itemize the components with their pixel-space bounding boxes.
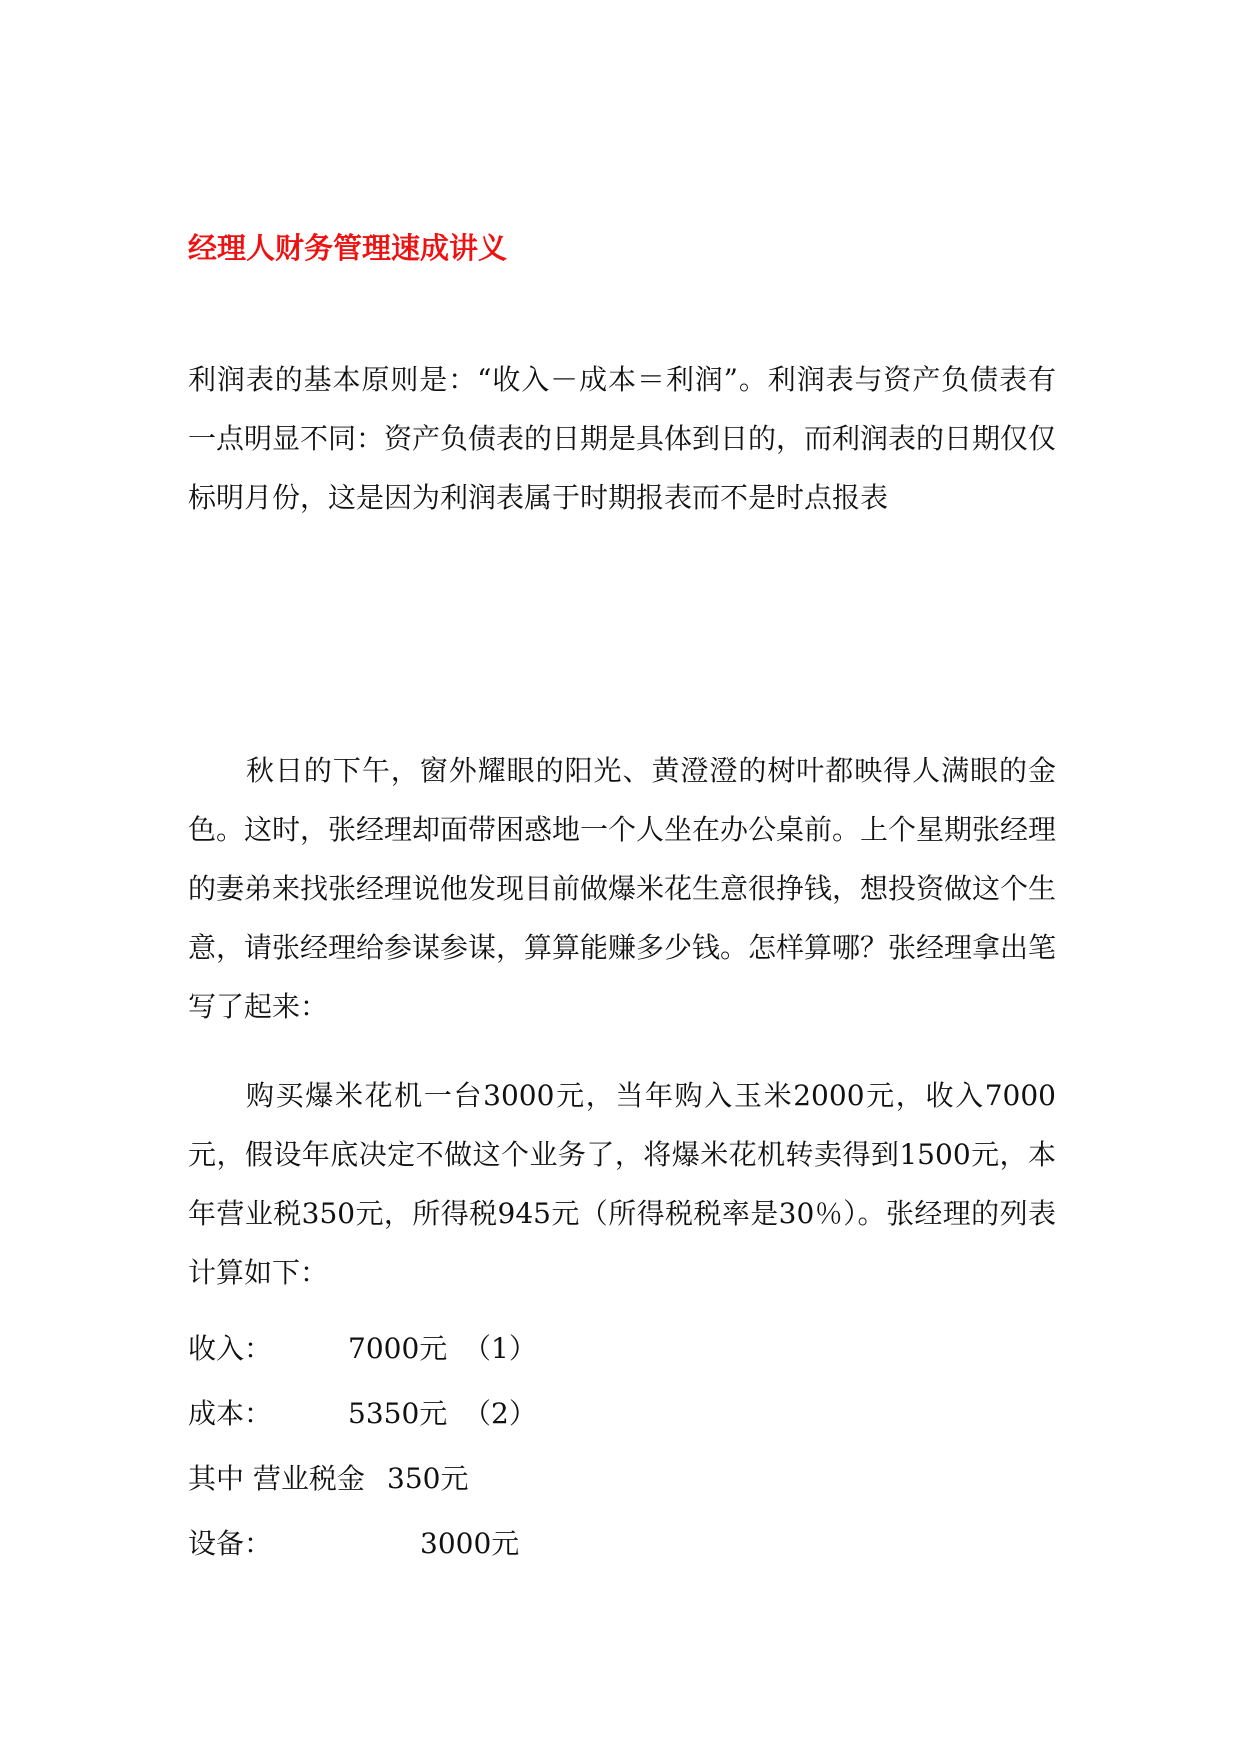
- income-value: 7000元: [348, 1332, 448, 1365]
- income-note: （1）: [463, 1332, 537, 1365]
- cost-note: （2）: [463, 1397, 537, 1430]
- business-tax-label: 其中 营业税金: [188, 1462, 365, 1495]
- income-label: 收入：: [188, 1332, 273, 1365]
- equipment-label: 设备：: [188, 1527, 273, 1560]
- paragraph-example: 购买爆米花机一台3000元，当年购入玉米2000元，收入7000元，假设年底决定不做这个业务了，将爆米花机转卖得到1500元，本年营业税350元，所得税945元（所得税税率是30％）。张经理的列表计算如下：: [188, 1079, 1056, 1289]
- document-title: 经理人财务管理速成讲义: [188, 231, 508, 265]
- cost-value: 5350元: [348, 1397, 448, 1430]
- equipment-value: 3000元: [420, 1527, 520, 1560]
- paragraph-story: 秋日的下午，窗外耀眼的阳光、黄澄澄的树叶都映得人满眼的金色。这时，张经理却面带困惑地一个人坐在办公桌前。上个星期张经理的妻弟来找张经理说他发现目前做爆米花生意很挣钱，想投资做这个生意，请张经理给参谋参谋，算算能赚多少钱。怎样算哪？张经理拿出笔写了起来：: [188, 754, 1057, 1023]
- business-tax-value: 350元: [387, 1462, 469, 1495]
- cost-label: 成本：: [188, 1397, 273, 1430]
- paragraph-income-statement-principle: 利润表的基本原则是：“收入－成本＝利润”。利润表与资产负债表有一点明显不同：资产负债表的日期是具体到日的，而利润表的日期仅仅标明月份，这是因为利润表属于时期报表而不是时点报表: [188, 363, 1057, 514]
